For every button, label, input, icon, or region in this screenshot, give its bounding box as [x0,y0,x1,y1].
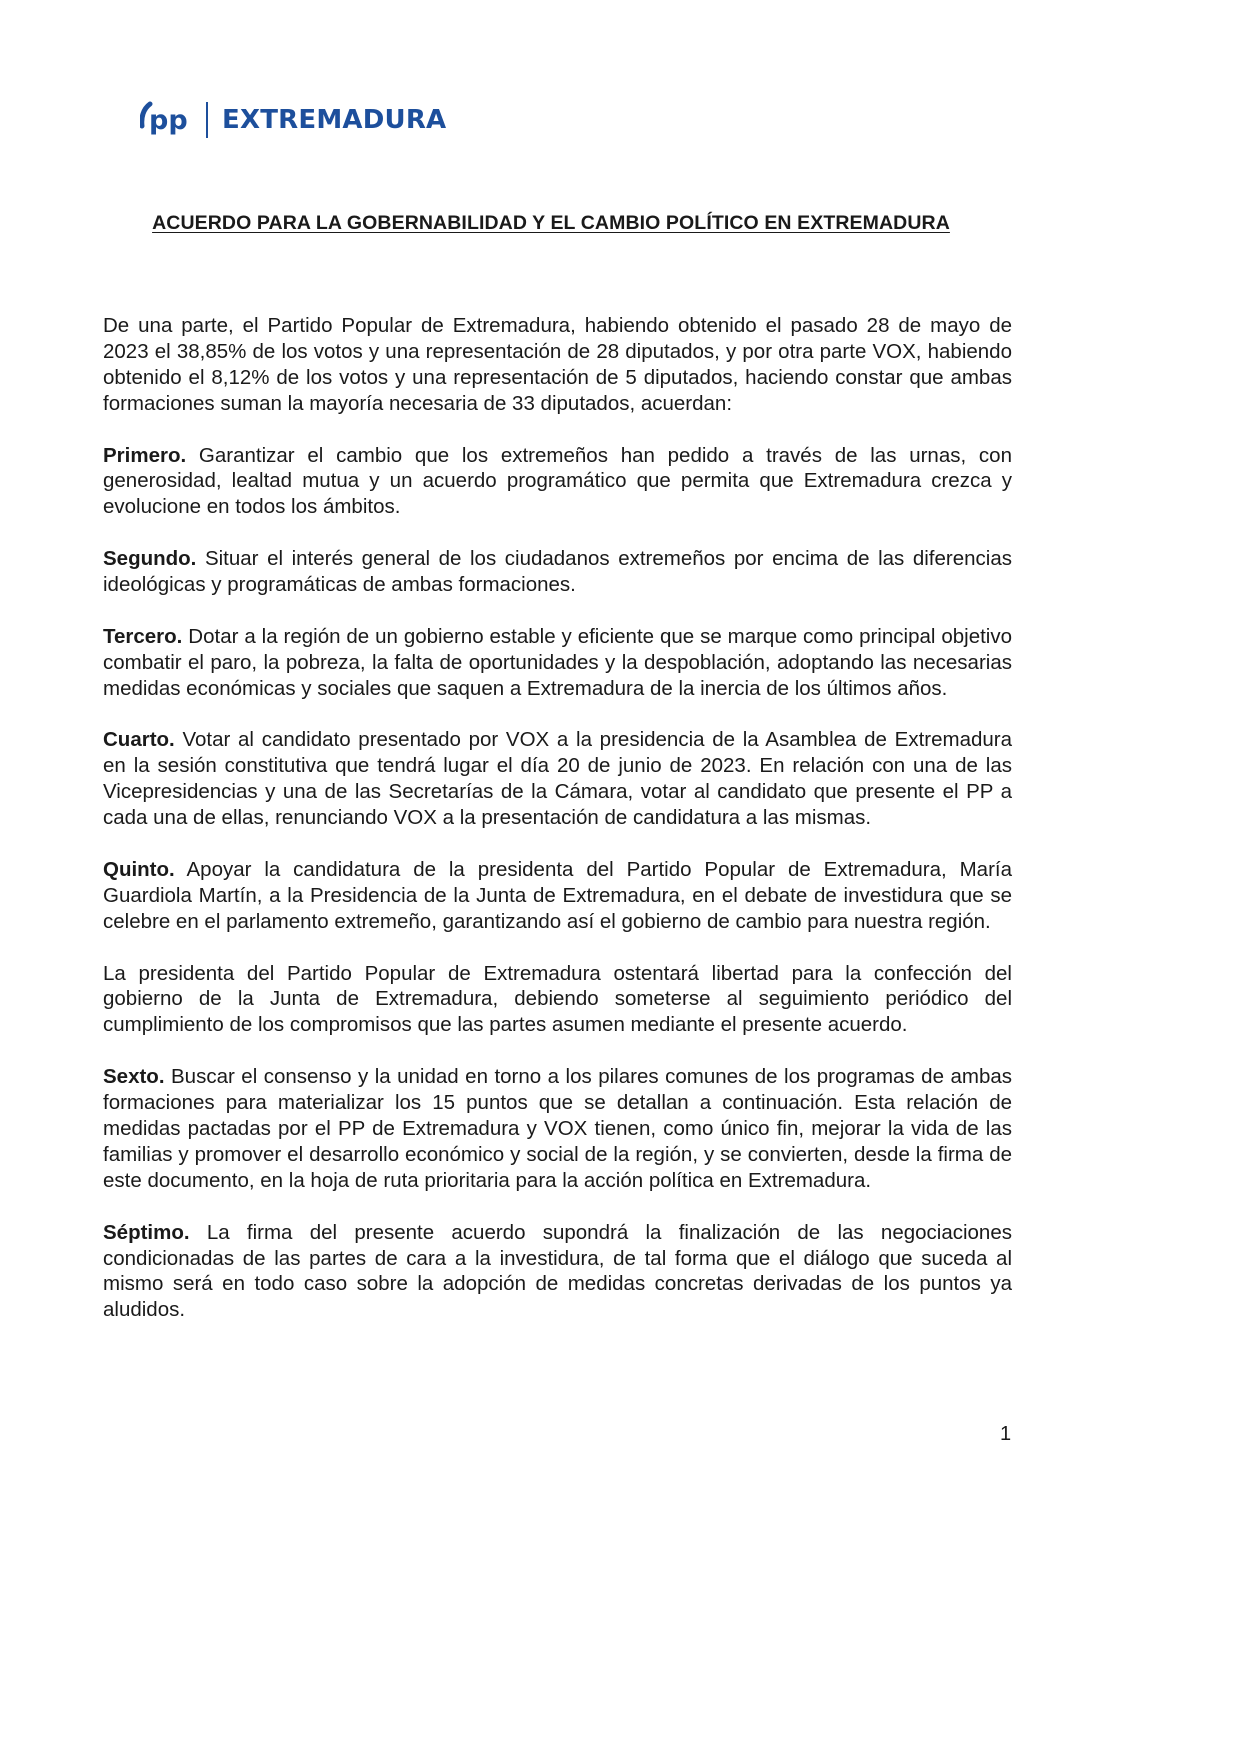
paragraph-text: Dotar a la región de un gobierno estable y eficiente que se marque como principal objetivo combatir el paro, la pobreza, la falta de oportunidades y la despoblación, adoptando las necesarias medidas económicas y sociales que saquen a Extremadura de la inercia de los últimos años. [103,624,1012,700]
pp-logo-mark [140,100,194,140]
document-title: ACUERDO PARA LA GOBERNABILIDAD Y EL CAMBIO POLÍTICO EN EXTREMADURA [152,212,950,234]
party-logo [140,100,446,140]
paragraph-lead: Primero. [103,443,187,467]
paragraph-lead: Cuarto. [103,728,175,752]
paragraph [103,443,1012,521]
paragraph-text: La presidenta del Partido Popular de Extremadura ostentará libertad para la confección del gobierno de la Junta de Extremadura, debiendo someterse al seguimiento periódico del cumplimiento de los compromisos que las partes asumen mediante el presente acuerdo. [103,961,1012,1037]
paragraph [103,961,1012,1039]
paragraph-lead: Segundo. [103,547,197,571]
paragraph-text: Situar el interés general de los ciudadanos extremeños por encima de las diferencias ideológicas y programáticas de ambas formaciones. [103,547,1012,597]
paragraph-text: De una parte, el Partido Popular de Extremadura, habiendo obtenido el pasado 28 de mayo de 2023 el 38,85% de los votos y una representación de 28 diputados, y por otra parte VOX, habiendo obtenido el 8,12% de los votos y una representación de 5 diputados, haciendo constar que ambas formaciones suman la mayoría necesaria de 33 diputados, acuerdan: [103,314,1012,415]
paragraph-lead: Sexto. [103,1065,165,1089]
paragraph [103,546,1012,598]
paragraph [103,1064,1012,1194]
document-body [103,313,1012,1349]
paragraph-text: Votar al candidato presentado por VOX a la presidencia de la Asamblea de Extremadura en la sesión constitutiva que tendrá lugar el día 20 de junio de 2023. En relación con una de las Vicepresidencias y una de las Secretarías de la Cámara, votar al candidato que presente el PP a cada una de ellas, renunciando VOX a la presentación de candidatura a las mismas. [103,728,1012,830]
paragraph [103,313,1012,417]
logo-text: EXTREMADURA [222,105,447,135]
paragraph-text: Garantizar el cambio que los extremeños han pedido a través de las urnas, con generosidad, lealtad mutua y un acuerdo programático que permita que Extremadura crezca y evolucione en todos los ámbitos. [103,443,1012,519]
paragraph-lead: Séptimo. [103,1220,190,1244]
paragraph [103,857,1012,935]
paragraph [103,624,1012,702]
paragraph-text: Apoyar la candidatura de la presidenta del Partido Popular de Extremadura, María Guardiola Martín, a la Presidencia de la Junta de Extremadura, en el debate de investidura que se celebre en el parlamento extremeño, garantizando así el gobierno de cambio para nuestra región. [103,857,1012,933]
paragraph-lead: Quinto. [103,857,175,881]
page-number: 1 [1000,1423,1012,1445]
svg-text:pp: pp [149,105,188,136]
logo-divider [206,102,208,138]
paragraph [103,727,1012,831]
paragraph-text: La firma del presente acuerdo supondrá la finalización de las negociaciones condicionadas de las partes de cara a la investidura, de tal forma que el diálogo que suceda al mismo será en todo caso sobre la adopción de medidas concretas derivadas de los puntos ya aludidos. [103,1220,1012,1322]
paragraph-text: Buscar el consenso y la unidad en torno a los pilares comunes de los programas de ambas formaciones para materializar los 15 puntos que se detallan a continuación. Esta relación de medidas pactadas por el PP de Extremadura y VOX tienen, como único fin, mejorar la vida de las familias y promover el desarrollo económico y social de la región, y se convierten, desde la firma de este documento, en la hoja de ruta prioritaria para la acción política en Extremadura. [103,1065,1012,1192]
paragraph [103,1220,1012,1324]
paragraph-lead: Tercero. [103,624,183,648]
